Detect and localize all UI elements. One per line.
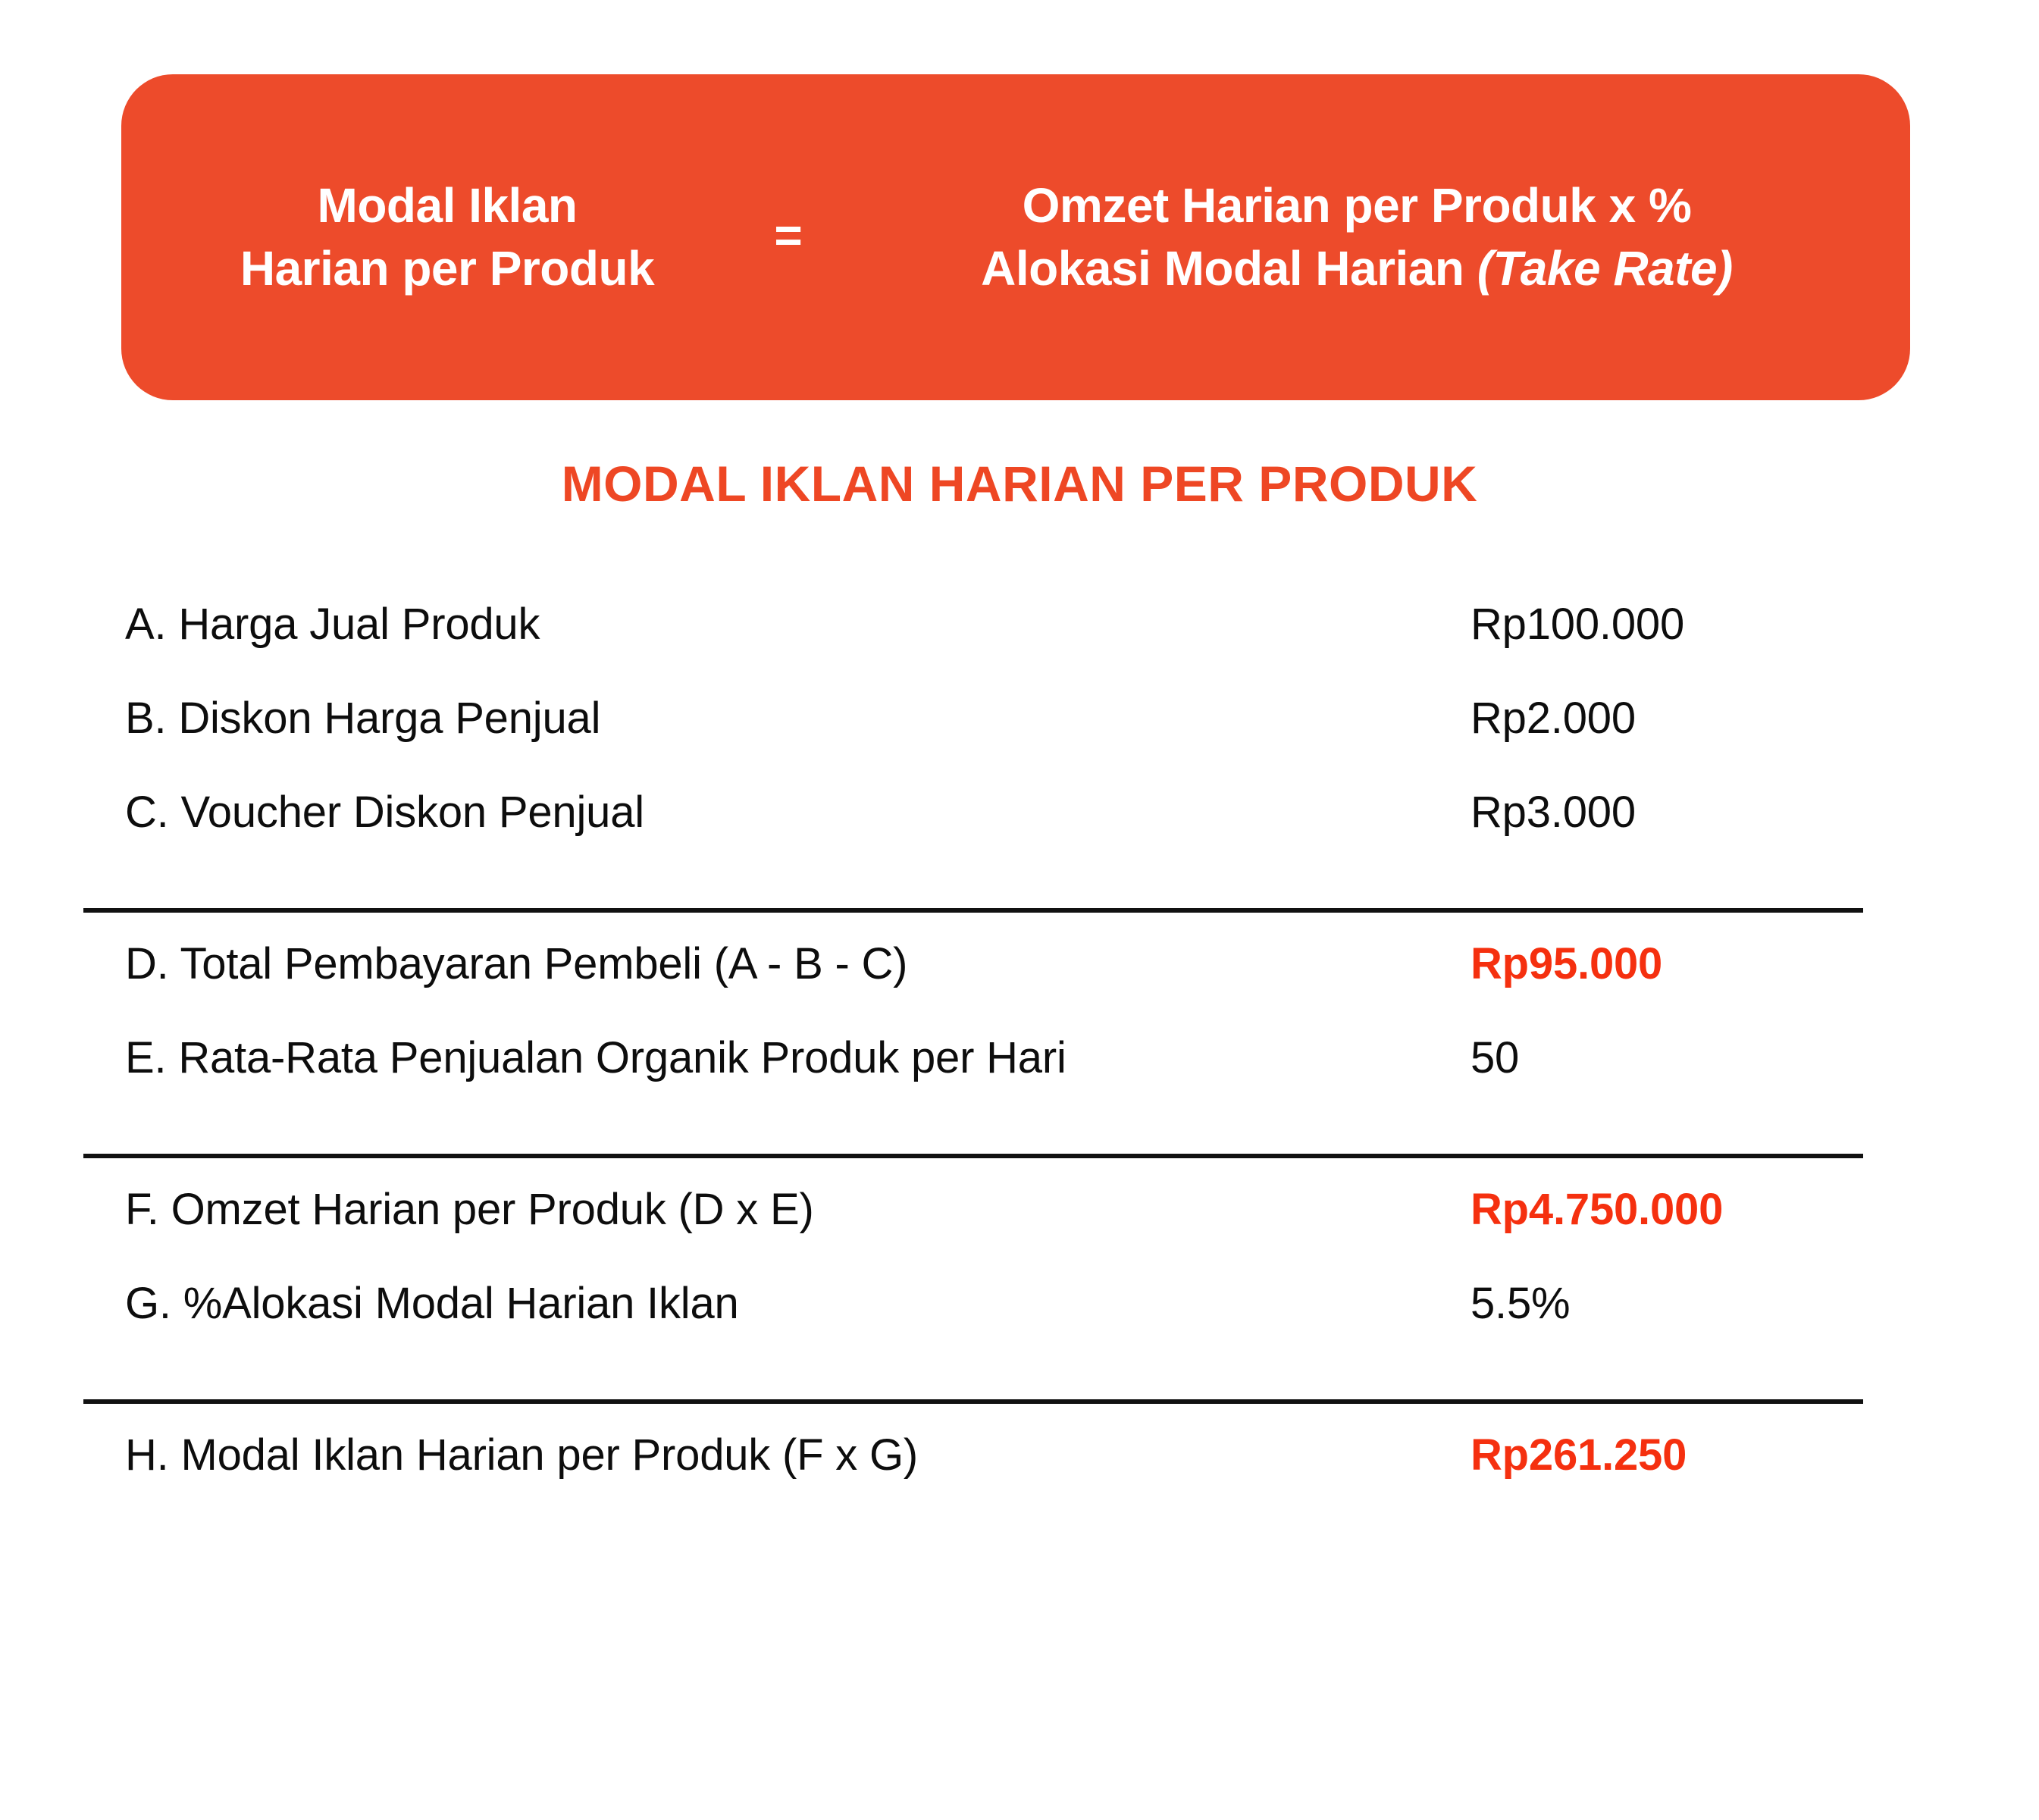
formula-left-line-2: Harian per Produk — [240, 241, 655, 296]
formula-right-line-1: Omzet Harian per Produk x % — [1022, 177, 1692, 233]
formula-right-line-2-plain: Alokasi Modal Harian — [981, 241, 1477, 296]
table-row — [83, 1184, 1865, 1278]
row-value: Rp95.000 — [1471, 939, 1663, 988]
page-title: MODAL IKLAN HARIAN PER PRODUK — [561, 456, 1478, 512]
breakdown-group-2 — [83, 938, 1865, 1126]
formula-left-line-1: Modal Iklan — [317, 177, 578, 233]
table-row — [83, 1032, 1865, 1126]
table-row — [83, 1278, 1865, 1372]
row-value: Rp100.000 — [1471, 600, 1684, 649]
row-value: Rp4.750.000 — [1471, 1185, 1724, 1234]
row-label: D. Total Pembayaran Pembeli (A - B - C) — [125, 939, 908, 988]
row-label: E. Rata-Rata Penjualan Organik Produk per Hari — [125, 1033, 1066, 1082]
take-rate-annotation: (Take Rate) — [1477, 241, 1733, 296]
section-divider — [83, 1154, 1863, 1158]
row-value: 5.5% — [1471, 1279, 1571, 1328]
row-label: A. Harga Jual Produk — [125, 600, 540, 649]
row-value: Rp261.250 — [1471, 1430, 1687, 1480]
row-label: C. Voucher Diskon Penjual — [125, 788, 644, 837]
breakdown-group-1 — [83, 599, 1865, 881]
formula-right-line-2 — [834, 237, 1880, 300]
row-label: H. Modal Iklan Harian per Produk (F x G) — [125, 1430, 919, 1480]
table-row — [83, 693, 1865, 787]
formula-right-term — [834, 174, 1910, 300]
table-row — [83, 599, 1865, 693]
section-divider — [83, 908, 1863, 913]
row-label: G. %Alokasi Modal Harian Iklan — [125, 1279, 739, 1328]
row-value: Rp3.000 — [1471, 788, 1636, 837]
table-row — [83, 938, 1865, 1032]
row-label: F. Omzet Harian per Produk (D x E) — [125, 1185, 814, 1234]
table-row — [83, 787, 1865, 881]
section-divider — [83, 1399, 1863, 1404]
equals-sign: = — [774, 208, 803, 262]
row-label: B. Diskon Harga Penjual — [125, 694, 601, 743]
breakdown-group-3 — [83, 1184, 1865, 1372]
table-row — [83, 1430, 1865, 1524]
formula-banner — [121, 74, 1910, 400]
row-value: 50 — [1471, 1033, 1520, 1082]
breakdown-group-4 — [83, 1430, 1865, 1524]
row-value: Rp2.000 — [1471, 694, 1636, 743]
breakdown-table — [83, 599, 1865, 1524]
formula-left-term — [121, 174, 743, 300]
